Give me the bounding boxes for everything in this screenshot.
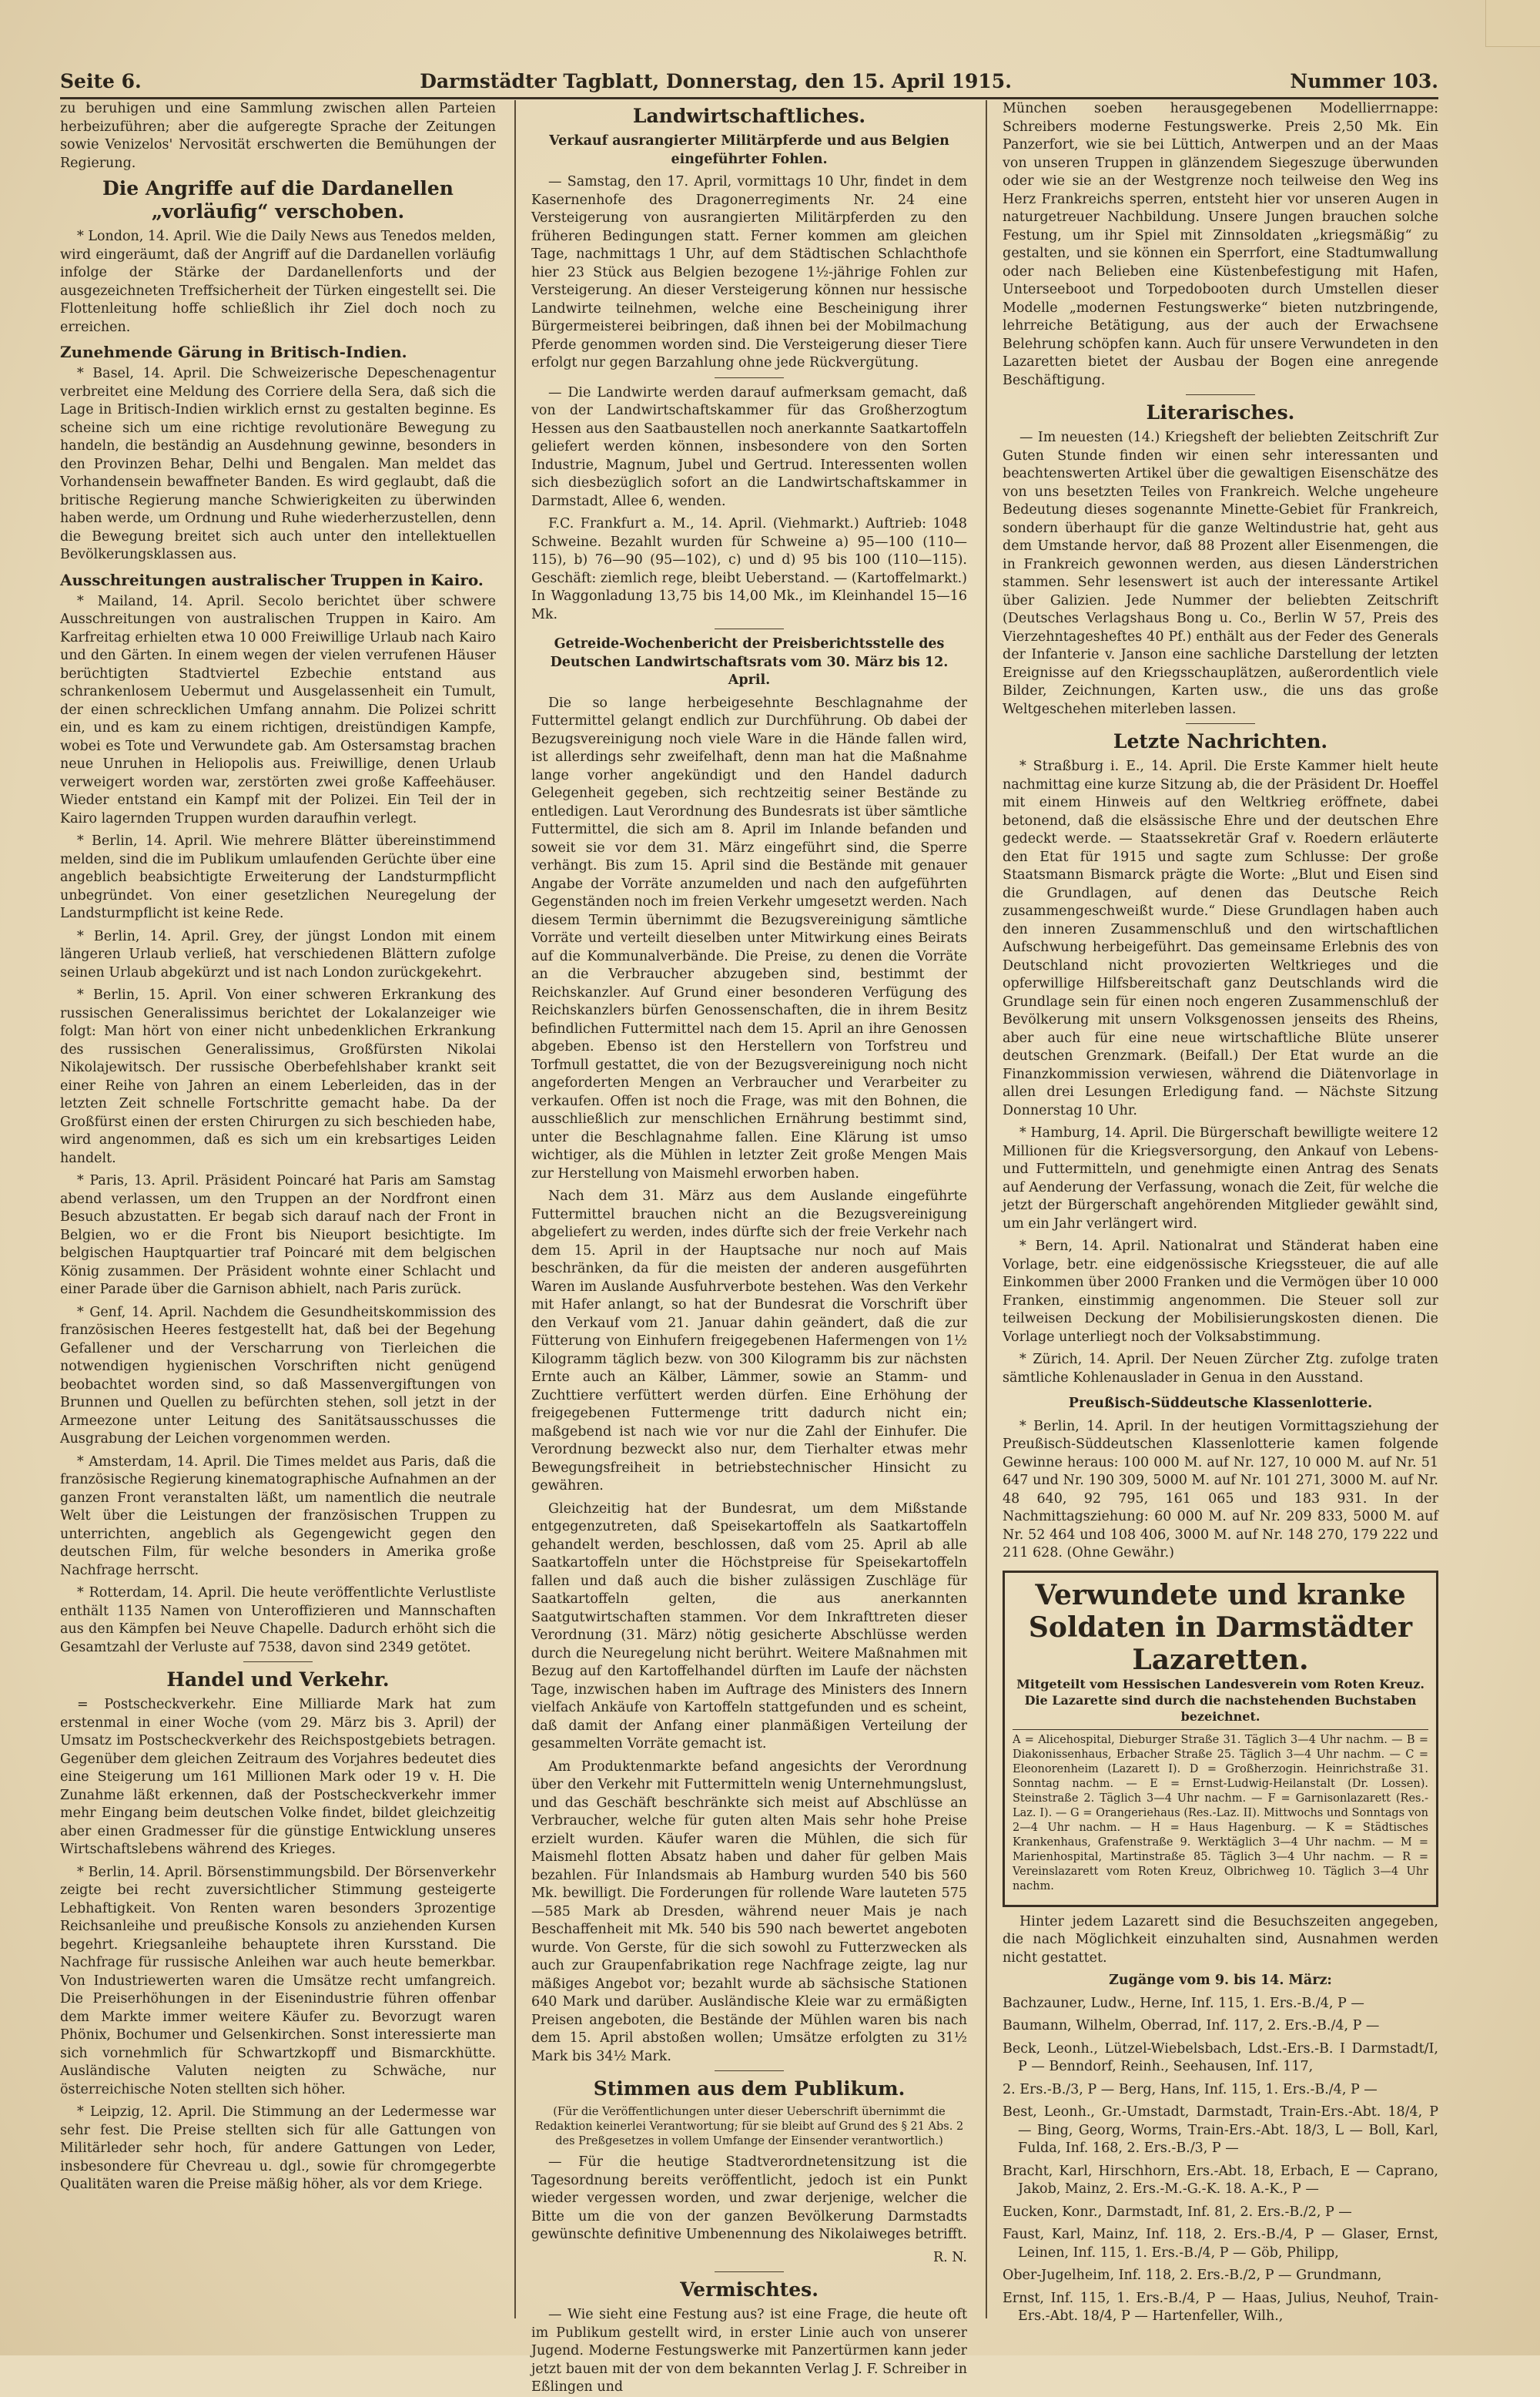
columns: [60, 100, 1438, 2395]
column-2: [531, 100, 967, 2395]
list-item: Eucken, Konr., Darmstadt, Inf. 81, 2. Ers.-B./2, P —: [1003, 2204, 1352, 2220]
article-stimmen: — Für die heutige Stadtverordnetensitzung ist die Tagesordnung bereits veröffentlicht, jedoch ist ein Punkt wieder vergessen worden, und zwar derjenige, welcher die Bitte um die von der ganzen Bevölkerung Darmstadts gewünschte definitive Umbenennung des Nikolaiweges betrifft.: [531, 2154, 967, 2242]
divider: [1186, 723, 1255, 724]
article-versteigerung: — Samstag, den 17. April, vormittags 10 Uhr, findet in dem Kasernenhofe des Dragonerregiments Nr. 24 eine Versteigerung von ausrangierten Militärpferden zu den früheren Bedingungen statt. Ferner kommen am gleichen Tage, nachmittags 1 Uhr, auf dem Städtischen Schlachthofe hier 23 Stück aus Belgien bezogene 1½-jährige Fohlen zur Versteigerung. An dieser Versteigerung können nur hessische Landwirte teilnehmen, welche eine Bescheinigung ihrer Bürgermeisterei beibringen, daß ihnen bei der Mobilmachung Pferde genommen worden sind. Die Versteigerung dieser Tiere erfolgt nur gegen Barzahlung ohne jede Rückvergütung.: [531, 174, 967, 370]
zugaenge-heading: Zugänge vom 9. bis 14. März:: [1109, 1973, 1332, 1988]
article-lotterie: * Berlin, 14. April. In der heutigen Vormittagsziehung der Preußisch-Süddeutschen Klassenlotterie kamen folgende Gewinne heraus: 100 000 M. auf Nr. 127, 10 000 M. auf Nr. 51 647 und Nr. 190 309, 5000 M. auf Nr. 101 271, 3000 M. auf Nr. 48 640, 92 795, 161 065 und 183 931. In der Nachmittagsziehung: 60 000 M. auf Nr. 209 833, 5000 M. auf Nr. 52 464 und 108 406, 3000 M. auf Nr. 148 270, 179 222 und 211 628. (Ohne Gewähr.): [1003, 1418, 1438, 1561]
article-indien: * Basel, 14. April. Die Schweizerische Depeschenagentur verbreitet eine Meldung des Corriere della Sera, daß sich die Lage in Britisch-Indien wirklich ernst zu gestalten beginne. Es scheine sich um eine richtige revolutionäre Bewegung zu handeln, die beständig an Ausdehnung gewinne, besonders in den Provinzen Behar, Delhi und Bengalen. Man meldet das Vorhandensein bewaffneter Banden. Es wird geglaubt, daß die britische Regierung manche Schwierigkeiten zu überwinden haben werde, um Ordnung und Ruhe wiederherzustellen, denn die Bewegung breitet sich auch unter den intellektuellen Bevölkerungsklassen aus.: [60, 366, 496, 562]
list-item: Best, Leonh., Gr.-Umstadt, Darmstadt, Train-Ers.-Abt. 18/4, P — Bing, Georg, Worms, Train-Ers.-Abt. 18/3, L — Boll, Karl, Fulda, Inf. 168, 2. Ers.-B./3, P —: [1003, 2104, 1438, 2156]
article-getreide-2: Nach dem 31. März aus dem Auslande eingeführte Futtermittel brauchen nicht an die Bezugsvereinigung abgeliefert zu werden, indes dürfte sich der freie Verkehr nach dem 15. April in der Hauptsache nur noch auf Mais beschränken, da für die meisten der anderen ausgeführten Waren im Auslande Ausfuhrverbote bestehen. Was den Verkehr mit Hafer anlangt, so hat der Bundesrat die Vorschrift über den Verkauf vom 21. Januar dahin geändert, daß die zur Fütterung von Einhufern freigegebenen Hafermengen von 1½ Kilogramm täglich bezw. von 300 Kilogramm bis zur nächsten Ernte auch an Kälber, Lämmer, sowie an Stamm- und Zuchttiere verfüttert werden dürfen. Eine Erhöhung der freigegebenen Futtermenge tritt dadurch nicht ein; maßgebend ist nach wie vor nur die Zahl der Einhufer. Die Verordnung bezweckt also nur, dem Tierhalter etwas mehr Bewegungsfreiheit in betriebstechnischer Hinsicht zu gewähren.: [531, 1188, 967, 1494]
article-amsterdam: * Amsterdam, 14. April. Die Times meldet aus Paris, daß die französische Regierung kinematographische Aufnahmen an der ganzen Front veranstalten läßt, um namentlich die neutrale Welt über die Leistungen der französischen Truppen zu unterrichten, angeblich als Gegengewicht gegen den deutschen Film, für welche besonders in Amerika große Nachfrage herrscht.: [60, 1453, 497, 1578]
page-corner-mark: [1485, 0, 1540, 47]
article-rotterdam: * Rotterdam, 14. April. Die heute veröffentlichte Verlustliste enthält 1135 Namen von Unteroffizieren und Mannschaften aus den Kämpfen bei Neuve Chapelle. Dadurch erhöht sich die Gesamtzahl der Verluste auf 7538, davon sind 2349 getötet.: [60, 1585, 496, 1655]
article-getreide-1: Die so lange herbeigesehnte Beschlagnahme der Futtermittel gelangt endlich zur Durchführung. Ob dabei der Bezugsvereinigung noch viele Ware in die Hände fallen wird, ist allerdings sehr zweifelhaft, denn man hat die Maßnahme lange vorher angekündigt und den Handel dadurch Gelegenheit gegeben, sich rechtzeitig seiner Bestände zu entledigen. Laut Verordnung des Bundesrats ist über sämtliche Futtermittel, die sich am 8. April im Inlande befanden und soweit sie vor dem 31. März eingeführt sind, die Sperre verhängt. Bis zum 15. April sind die Bestände mit genauer Angabe der Vorräte anzumelden und nach den aufgeführten Gegenständen noch im freien Verkehr umgesetzt werden. Nach diesem Termin übernimmt die Bezugsvereinigung sämtliche Vorräte und verteilt dieselben unter Mitwirkung eines Beirats auf die Kommunalverbände. Die Preise, zu denen die Vorräte an die Verbraucher abzugeben sind, bestimmt der Reichskanzler. Auf Grund einer besonderen Verfügung des Reichskanzlers bürfen Genossenschaften, die in ihrem Besitz befindlichen Futtermittel nach dem 15. April an ihre Genossen abgeben. Ebenso ist den Herstellern von Torfstreu und Torfmull gestattet, die von der Bezugsvereinigung noch nicht angeforderten Mengen an Verbraucher und Verarbeiter zu verkaufen. Offen ist noch die Frage, was mit den Bohnen, die ausschließlich zur menschlichen Ernährung bestimmt sind, unter die Beschlagnahme fallen. Eine Klärung ist umso wichtiger, als die Mühlen in letzter Zeit große Mengen Mais zur Herstellung von Maismehl erworben haben.: [531, 695, 967, 1182]
article-festung: — Wie sieht eine Festung aus? ist eine Frage, die heute oft im Publikum gestellt wird, in erster Linie auch von unserer Jugend. Moderne Festungswerke mit Panzertürmen kann jeder jetzt bauen mit der von dem bekannten Verlag J. F. Schreiber in Eßlingen und: [531, 2307, 967, 2395]
article-frankfurt-markt: F.C. Frankfurt a. M., 14. April. (Viehmarkt.) Auftrieb: 1048 Schweine. Bezahlt wurden für Schweine a) 95—100 (110—115), b) 76—90 (95—102), c) und d) 95 bis 100 (110—115). Geschäft: ziemlich rege, bleibt Ueberstand. — (Kartoffelmarkt.) In Waggonladung 13,75 bis 14,00 Mk., im Kleinhandel 15—16 Mk.: [531, 516, 967, 622]
list-item: Ernst, Inf. 115, 1. Ers.-B./4, P — Haas, Julius, Neuhof, Train-Ers.-Abt. 18/4, P — Hartenfeller, Wilh.,: [1003, 2290, 1438, 2324]
lazarett-note: Hinter jedem Lazarett sind die Besuchszeiten angegeben, die nach Möglichkeit einzuhalten sind, Ausnahmen werden nicht gestattet.: [1003, 1913, 1438, 1966]
section-stimmen: Stimmen aus dem Publikum.: [593, 2077, 906, 2100]
divider: [715, 377, 784, 378]
article-leipzig: * Leipzig, 12. April. Die Stimmung an der Ledermesse war sehr fest. Die Preise stellten sich für alle Gattungen von Militärleder sehr hoch, für andere Gattungen von Leder, insbesondere für Chevreau u. dgl., sowie für chromgegerbte Qualitäten waren die Preise mäßig höher, als vor dem Kriege.: [60, 2104, 496, 2192]
column-rule: [514, 100, 516, 2318]
list-item: Bachzauner, Ludw., Herne, Inf. 115, 1. Ers.-B./4, P —: [1003, 1995, 1364, 2011]
article-postscheck: = Postscheckverkehr. Eine Milliarde Mark hat zum erstenmal in einer Woche (vom 29. März bis 3. April) der Umsatz im Postscheckverkehr des Reichspostgebiets betragen. Gegenüber dem gleichen Zeitraum des Vorjahres bedeutet dies eine Steigerung um 161 Millionen Mark oder 19 v. H. Die Zunahme läßt erkennen, daß der Postscheckverkehr immer mehr Eingang beim deutschen Volke findet, bildet gleichzeitig aber einen Gradmesser für die günstige Entwicklung unseres Wirtschaftslebens während des Krieges.: [60, 1697, 496, 1857]
section-letzte-nachrichten: Letzte Nachrichten.: [1113, 730, 1328, 753]
article-hamburg: * Hamburg, 14. April. Die Bürgerschaft bewilligte weitere 12 Millionen für die Kriegsversorgung, den Ankauf von Lebens- und Futtermitteln, und genehmigte einen Antrag des Senats auf Aenderung der Verfassung, wonach die Zeit, für welche die jetzt der Bürgerschaft angehörenden Mitglieder gewählt sind, um ein Jahr verlängert wird.: [1003, 1125, 1438, 1232]
article-continuation: zu beruhigen und eine Sammlung zwischen allen Parteien herbeizuführen; aber die aufgeregte Sprache der Zeitungen sowie Venizelos' Nervosität erschwerten die Bemühungen der Regierung.: [60, 101, 496, 171]
stimmen-signature: R. N.: [932, 2249, 967, 2265]
list-item: Baumann, Wilhelm, Oberrad, Inf. 117, 2. Ers.-B./4, P —: [1003, 2018, 1380, 2033]
divider: [715, 2271, 784, 2272]
list-item: Beck, Leonh., Lützel-Wiebelsbach, Ldst.-Ers.-B. I Darmstadt/I, P — Benndorf, Reinh., Seehausen, Inf. 117,: [1003, 2040, 1438, 2074]
column-3: [1003, 100, 1438, 2334]
article-festung-cont: München soeben herausgegebenen Modellierrnappe: Schreibers moderne Festungswerke. Preis 2,50 Mk. Ein Panzerfort, wie sie bei Lüttich, Antwerpen und an der Maas von unseren Truppen in glänzendem Siegeszuge überwunden oder wie sie an der Westgrenze noch teilweise den Weg ins Herz Frankreichs sperren, entsteht hier vor unseren Augen in naturgetreuer Nachbildung. Unsere Jungen brauchen solche Festung, um ihr Spiel mit Zinnsoldaten „kriegsmäßig“ zu gestalten, und sie können ein Sperrfort, eine Stadtumwallung oder nach Belieben eine Küstenbefestigung mit Hafen, Unterseeboot und Torpedobooten durch Umstellen dieser Modelle „modernen Festungswerke“ bieten nutzbringende, lehrreiche Betätigung, aus der auch der Erwachsene Belehrung schöpfen kann. Auch für unsere Verwundeten in den Lazaretten bietet der Ausbau der Bogen eine anregende Beschäftigung.: [1003, 101, 1438, 388]
zugaenge-list: [1003, 1995, 1438, 2326]
divider: [715, 2070, 784, 2071]
section-literarisches: Literarisches.: [1146, 401, 1295, 424]
article-paris: * Paris, 13. April. Präsident Poincaré hat Paris am Samstag abend verlassen, um den Truppen an der Nordfront einen Besuch abzustatten. Er begab sich darauf nach der Front in Belgien, wo er die Front bis Nieuport besichtigte. Im belgischen Hauptquartier traf Poincaré mit dem belgischen König zusammen. Der Präsident wohnte einer Schlacht und einer Parade über die Garnison abhielt, nach Paris zurück.: [60, 1173, 496, 1297]
headline-lotterie: Preußisch-Süddeutsche Klassenlotterie.: [1068, 1396, 1373, 1411]
article-strassburg: * Straßburg i. E., 14. April. Die Erste Kammer hielt heute nachmittag eine kurze Sitzung ab, die der Präsident Dr. Hoeffel mit einem Hinweis auf den Weltkrieg eröffnete, dabei betonend, daß die elsässische Ehre und der deutschen Ehre gedeckt werde. — Staatssekretär Graf v. Roedern erläuterte den Etat für 1915 und sagte zum Schlusse: Der große Staatsmann Bismarck prägte die Worte: „Blut und Eisen sind die Grundlagen, auf denen das Deutsche Reich zusammengeschweißt wurde.“ Diese Grundlagen haben auch den inneren Zusammenschluß und den wirtschaftlichen Aufschwung herbeigeführt. Das gemeinsame Erlebnis des von Deutschland nicht provozierten Weltkrieges und die opferwillige Hilfsbereitschaft ganz Deutschlands wird die Grundlage sein für einen noch engeren Zusammenschluß der Bevölkerung mit unsern Volksgenossen jenseits des Rheins, aber auch für eine neue wirtschaftliche Blüte unserer deutschen Grenzmark. (Beifall.) Der Etat wurde an die Finanzkommission verwiesen, während die Diätenvorlage in allen drei Lesungen Erledigung fand. — Nächste Sitzung Donnerstag 10 Uhr.: [1003, 759, 1438, 1118]
stimmen-disclaimer: (Für die Veröffentlichungen unter dieser Ueberschrift übernimmt die Redaktion keinerlei Verantwortung; für sie bleibt auf Grund des § 21 Abs. 2 des Preßgesetzes in vollem Umfange der Einsender verantwortlich.): [534, 2106, 964, 2147]
headline-kairo: Ausschreitungen australischer Truppen in Kairo.: [60, 570, 484, 589]
section-landwirtschaft: Landwirtschaftliches.: [632, 105, 866, 127]
paper-title-date: Darmstädter Tagblatt, Donnerstag, den 15. April 1915.: [420, 70, 1012, 92]
article-kairo: * Mailand, 14. April. Secolo berichtet über schwere Ausschreitungen von australischen Truppen in Kairo. Am Karfreitag erhielten etwa 10 000 Freiwillige Urlaub nach Kairo und den Gärten. In einem wegen der vielen verrufenen Häuser berüchtigten Stadtviertel Ezbechie entstand aus schrankenlosem Uebermut und Ausgelassenheit ein Tumult, der einen schrecklichen Umfang annahm. Die Polizei schritt ein, und es kam zu einem richtigen, dreistündigen Kampfe, wobei es Tote und Verwundete gab. Am Ostersamstag brachen neue Unruhen in Heliopolis aus. Freiwillige, denen Urlaub verweigert worden war, zerstörten zwei große Kaffeehäuser. Wieder entstand ein Kampf mit der Polizei. Ein Teil der in Kairo lagernden Truppen wurden daraufhin verlegt.: [60, 593, 496, 826]
headline-indien: Zunehmende Gärung in Britisch-Indien.: [60, 343, 407, 361]
article-dardanellen: * London, 14. April. Wie die Daily News aus Tenedos melden, wird eingeräumt, daß der Angriff auf die Dardanellen vorläufig infolge der Stärke der Dardanellenforts und der ausgezeichneten Treffsicherheit der Türken eingestellt sei. Die Flottenleitung hoffe schließlich ihr Ziel doch noch zu erreichen.: [60, 229, 496, 335]
divider: [243, 1661, 313, 1662]
lazarett-subtitle: Mitgeteilt vom Hessischen Landesverein vom Roten Kreuz. Die Lazarette sind durch die nachstehenden Buchstaben bezeichnet.: [1016, 1676, 1424, 1724]
article-genf: * Genf, 14. April. Nachdem die Gesundheitskommission des französischen Heeres festgestellt hat, daß bei der Begehung Gefallener und der Verscharrung von Tierleichen die notwendigen hygienischen Vorschriften nicht genügend beobachtet worden sind, so daß Massenvergiftungen von Brunnen und Quellen zu befürchten stehen, soll jetzt in der Armeezone unter Leitung des Sanitätsausschusses die Ausgrabung der Leichen vorgenommen werden.: [60, 1304, 496, 1447]
list-item: 2. Ers.-B./3, P — Berg, Hans, Inf. 115, 1. Ers.-B./4, P —: [1003, 2081, 1378, 2097]
section-handel: Handel und Verkehr.: [166, 1668, 390, 1691]
list-item: Bracht, Karl, Hirschhorn, Ers.-Abt. 18, Erbach, E — Caprano, Jakob, Mainz, 2. Ers.-M.-G.-K. 18. A.-K., P —: [1003, 2163, 1438, 2197]
article-berlin-landsturm: * Berlin, 14. April. Wie mehrere Blätter übereinstimmend melden, sind die im Publikum umlaufenden Gerüchte über eine angeblich beabsichtigte Erweiterung der Landsturmpflicht unbegründet. Von einer gesetzlichen Neuregelung der Landsturmpflicht ist keine Rede.: [60, 833, 496, 921]
headline-dardanellen: Die Angriffe auf die Dardanellen „vorläufig“ verschoben.: [102, 177, 454, 223]
article-getreide-4: Am Produktenmarkte befand angesichts der Verordnung über den Verkehr mit Futtermitteln wenig Unternehmungslust, und das Geschäft beschränkte sich meist auf Abschlüsse an Verbraucher, welche für guten alten Mais sehr hohe Preise erzielt wurden. Käufer waren die Mühlen, die sich für Maismehl flotten Absatz haben und daher für gelben Mais bezahlen. Für Inlandsmais ab Hamburg wurden 540 bis 560 Mk. bewilligt. Die Forderungen für rollende Ware lauteten 575—585 Mark ab Dresden, während neuer Mais je nach Beschaffenheit mit Mk. 540 bis 590 nach bewertet angeboten wurde. Von Gerste, für die sich sowohl zu Futterzwecken als auch zur Graupenfabrikation rege Nachfrage zeigte, lag nur mäßiges Angebot vor; bezahlt wurde ab sächsische Stationen 640 Mark und darüber. Ausländische Kleie war zu ermäßigten Preisen angeboten, die Bestände der Mühlen waren bis nach dem 15. April abstoßen wollen; Umsätze erfolgten zu 31½ Mark bis 34½ Mark.: [531, 1758, 967, 2064]
article-zuerich: * Zürich, 14. April. Der Neuen Zürcher Ztg. zufolge traten sämtliche Kohlenauslader in Genua in den Ausstand.: [1003, 1352, 1438, 1386]
headline-getreide: Getreide-Wochenbericht der Preisberichtsstelle des Deutschen Landwirtschaftsrats vom 30. März bis 12. April.: [550, 636, 949, 688]
list-item: Ober-Jugelheim, Inf. 118, 2. Ers.-B./2, P — Grundmann,: [1003, 2268, 1382, 2283]
article-literarisches: — Im neuesten (14.) Kriegsheft der beliebten Zeitschrift Zur Guten Stunde finden wir einen sehr interessanten und beachtenswerten Artikel über die gewaltigen Eisenschätze des von uns besetzten Teiles von Frankreich. Welche ungeheure Bedeutung dieses sogenannte Minette-Gebiet für Frankreich, sondern überhaupt für die ganze Weltindustrie hat, geht aus dem Umstande hervor, daß 88 Prozent aller Eisenmengen, die in Frankreich gewonnen werden, aus diesen Länderstrichen stammen. Sehr lesenswert ist auch der interessante Artikel über Galizien. Jede Nummer der beliebten Zeitschrift (Deutsches Verlagshaus Bong u. Co., Berlin W 57, Preis des Vierzehntagesheftes 40 Pf.) enthält aus der Feder des Generals der Infanterie v. Janson eine sachliche Darstellung der letzten Ereignisse auf den Kriegsschauplätzen, außerordentlich viele Bilder, Zeichnungen, Karten usw., die uns das große Weltgeschehen miterleben lassen.: [1003, 430, 1438, 717]
article-berlin-grey: * Berlin, 14. April. Grey, der jüngst London mit einem längeren Urlaub verließ, hat verschiedenen Blättern zufolge seinen Urlaub abgekürzt und ist nach London zurückgekehrt.: [60, 928, 496, 981]
article-getreide-3: Gleichzeitig hat der Bundesrat, um dem Mißstande entgegenzutreten, daß Speisekartoffeln als Saatkartoffeln gehandelt werden, beschlossen, daß vom 25. April ab alle Saatkartoffeln unter die Höchstpreise für Speisekartoffeln fallen und daß auch die bisher zulässigen Zuschläge für Saatkartoffeln gelten, die aus anerkannten Saatgutwirtschaften stammen. Vor dem Inkrafttreten dieser Verordnung (31. März) nötig gesicherte Abschlüsse werden durch die Neuregelung nicht berührt. Weitere Maßnahmen mit Bezug auf den Kartoffelhandel dürften im Laufe der nächsten Tage, inzwischen haben im Auftrage des Ministers des Innern vielfach Ankäufe von Kartoffeln stattgefunden und es scheint, daß damit der Anfang einer planmäßigen Verteilung der gesammelten Vorräte gemacht ist.: [531, 1500, 967, 1752]
section-vermischtes: Vermischtes.: [680, 2278, 819, 2301]
lazarett-title: Verwundete und kranke Soldaten in Darmstädter Lazaretten.: [1028, 1578, 1413, 1676]
lazarett-key: A = Alicehospital, Dieburger Straße 31. Täglich 3—4 Uhr nachm. — B = Diakonissenhaus, Erbacher Straße 25. Täglich 3—4 Uhr nachm. — C = Eleonorenheim (Lazarett I). D = Großherzogin. Heinrichstraße 31. Sonntag nachm. — E = Ernst-Ludwig-Heilanstalt (Dr. Lossen). Steinstraße 2. Täglich 3—4 Uhr nachm. — F = Garnisonlazarett (Res.-Laz. I). — G = Orangeriehaus (Res.-Laz. II). Mittwochs und Sonntags von 2—4 Uhr nachm. — H = Haus Hagenburg. — K = Städtisches Krankenhaus, Grafenstraße 9. Werktäglich 3—4 Uhr nachm. — M = Marienhospital, Martinstraße 85. Täglich 3—4 Uhr nachm. — R = Vereinslazarett vom Roten Kreuz, Olbrichweg 10. Täglich 3—4 Uhr nachm.: [1013, 1733, 1428, 1892]
article-boerse: * Berlin, 14. April. Börsenstimmungsbild. Der Börsenverkehr zeigte bei recht zuversichtlicher Stimmung gesteigerte Lebhaftigkeit. Von Renten waren besonders 3prozentige Reichsanleihe und preußische Konsols zu anziehenden Kursen begehrt. Kriegsanleihe behauptete ihren Kursstand. Die Nachfrage für russische Anleihen war auch heute bemerkbar. Von Industriewerten waren die Umsätze recht umfangreich. Die Preiserhöhungen in der Eisenindustrie führen offenbar dem Markte immer weitere Käufer zu. Bevorzugt waren Phönix, Bochumer und Gelsenkirchen. Sonst interessierte man sich vornehmlich für Schwartzkopff und Bismarckhütte. Ausländische Valuten neigten zu Schwäche, nur österreichische Noten stellten sich höher.: [60, 1864, 496, 2097]
column-1: [60, 100, 496, 2334]
divider: [1013, 1729, 1428, 1730]
article-bern: * Bern, 14. April. Nationalrat und Ständerat haben eine Vorlage, betr. eine eidgenössische Kriegssteuer, die auf alle Einkommen über 2000 Franken und die Vermögen über 10 000 Franken, einstimmig angenommen. Die Steuer soll zur teilweisen Deckung der Mobilisierungskosten dienen. Die Vorlage unterliegt noch der Volksabstimmung.: [1003, 1239, 1438, 1345]
lazarett-notice-box: [1003, 1571, 1438, 1907]
divider: [1186, 394, 1255, 395]
list-item: Faust, Karl, Mainz, Inf. 118, 2. Ers.-B./4, P — Glaser, Ernst, Leinen, Inf. 115, 1. Ers.-B./4, P — Göb, Philipp,: [1003, 2227, 1438, 2261]
column-rule: [986, 100, 987, 2318]
article-saatkartoffeln: — Die Landwirte werden darauf aufmerksam gemacht, daß von der Landwirtschaftskammer für das Großherzogtum Hessen aus den Saatbaustellen noch anerkannte Saatkartoffeln geliefert werden können, insbesondere von den Sorten Industrie, Magnum, Jubel und Gertrud. Interessenten wollen sich diesbezüglich sofort an die Landwirtschaftskammer in Darmstadt, Allee 6, wenden.: [531, 384, 967, 509]
article-berlin-generalissimus: * Berlin, 15. April. Von einer schweren Erkrankung des russischen Generalissimus berichtet der Lokalanzeiger wie folgt: Man hört von einer nicht unbedenklichen Erkrankung des russischen Generalissimus, Großfürsten Nikolai Nikolajewitsch. Der russische Oberbefehlshaber krankt seit einer Reihe von Jahren an einem Leberleiden, das in der letzten Zeit schnelle Fortschritte gemacht habe. Da der Großfürst einen der ersten Chirurgen zu sich beschieden habe, wird angenommen, daß es sich um ein krebsartiges Leiden handelt.: [60, 987, 496, 1166]
subhead-pferde: Verkauf ausrangierter Militärpferde und aus Belgien eingeführter Fohlen.: [549, 133, 949, 167]
issue-number: Nummer 103.: [1290, 70, 1438, 92]
page-number: Seite 6.: [60, 70, 142, 92]
masthead: [60, 62, 1438, 99]
